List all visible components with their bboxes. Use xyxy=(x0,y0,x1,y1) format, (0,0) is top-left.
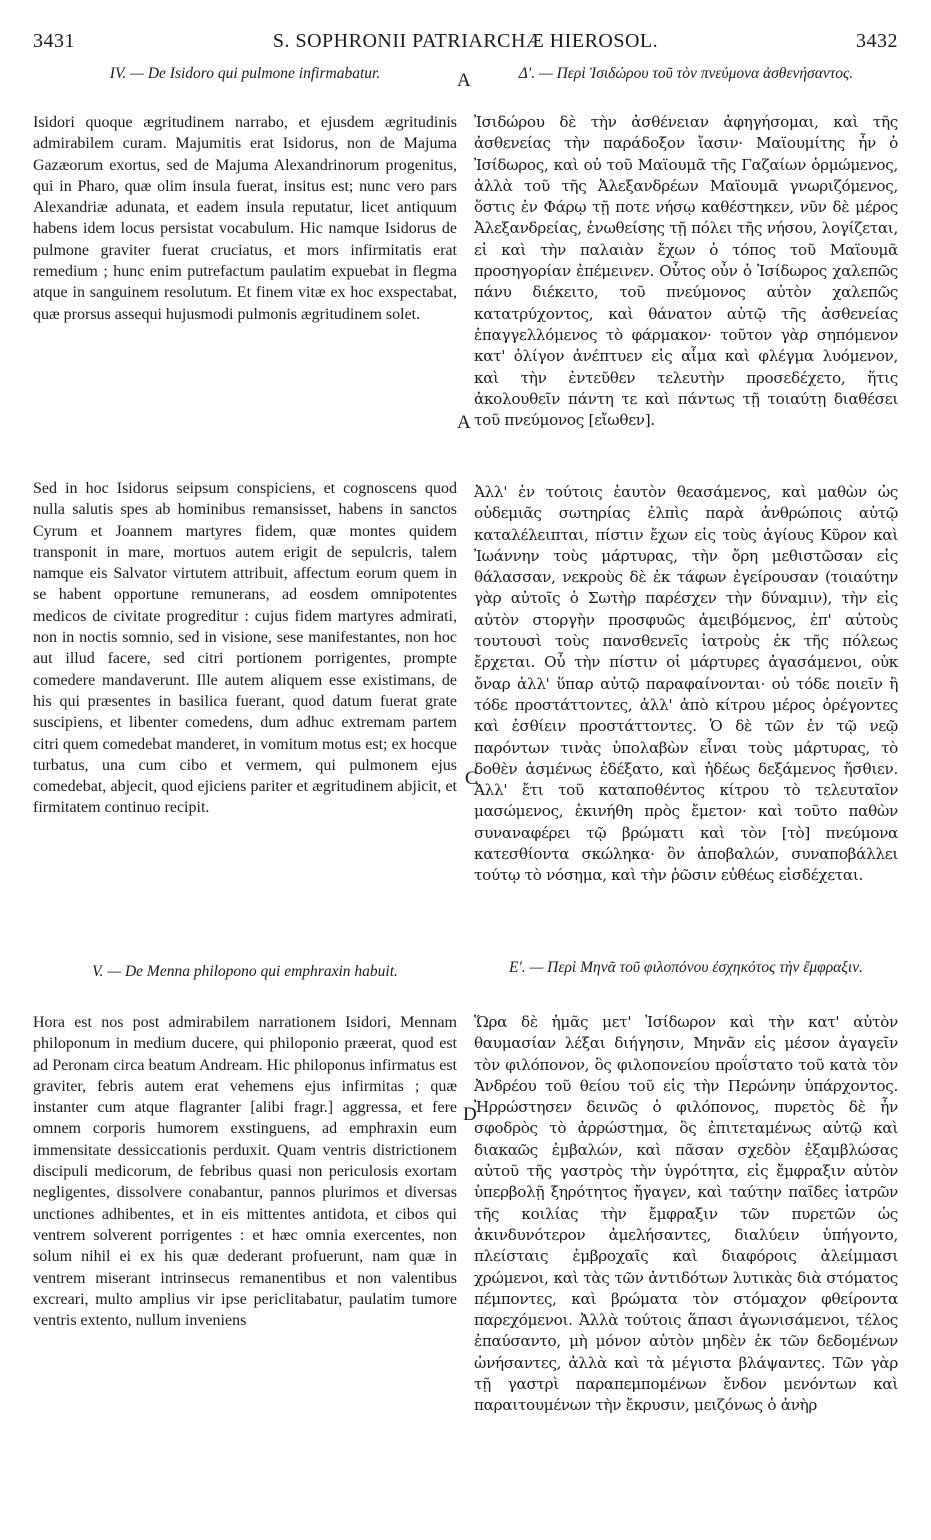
latin-heading-v-block xyxy=(33,962,457,981)
greek-paragraph-iv-2: Ἀλλ' ἐν τούτοις ἑαυτὸν θεασάμενος, καὶ μαθὼν ὡς οὐδεμιᾶς σωτηρίας ἐλπὶς παρὰ ἀνθρώποις αὐτῷ καταλέλειπται, πίστιν ἔχων εἰς τοὺς ἁγίους Κῦρον καὶ Ἰωάννην τοὺς μάρτυρας, τὴν ὄρη μεθιστῶσαν εἰς θάλασσαν, νεκροὺς δὲ ἐκ τάφων ἐγείρουσαν (τοιαύτην γὰρ αὐτοῖς ὁ Σωτὴρ παρέσχεν τὴν δύναμιν), τὴν εἰς αὐτὸν στοργὴν προσφυῶς ἀμειβόμενος, ἐπ' αὐτοὺς τουτουσὶ τοὺς πανσθενεῖς ἰατροὺς ἐκ τῆς πόλεως ἔρχεται. Οὗ τὴν πίστιν οἱ μάρτυρες ἀγασάμενοι, οὐκ ὄναρ ἀλλ' ὕπαρ αὐτῷ παραφαίνονται· οὐ τόδε ποιεῖν ἢ τόδε προστάττοντες, ἀλλ' ἀπὸ κίτρου μέρος ὀρέγοντες καὶ ἐσθίειν προστάττοντες. Ὁ δὲ τῶν ἐν τῷ νεῷ παρόντων τινὰς ὑπολαβὼν εἶναι τοὺς μάρτυρας, τὸ δοθὲν ἀσμένως ἐδέξατο, καὶ ἡδέως δεξάμενος ἤσθιεν. Ἀλλ' ἔτι τοῦ καταποθέντος κίτρου τὸ τελευταῖον μασώμενος, ἐκινήθη πρὸς ἔμετον· καὶ τοῦτο παθὼν συναναφέρει τῷ βρώματι καὶ τὸν [τὸ] πνεύμονα κατεσθίοντα σκώληκα· ὃν ἀποβαλών, συναποβάλλει τούτῳ τὸ νόσημα, καὶ τὴν ῥῶσιν εὐθέως εἰσδέχεται. xyxy=(474,483,898,885)
left-page-number: 3431 xyxy=(33,30,75,52)
greek-heading-iv-block xyxy=(474,64,898,83)
greek-paragraph-v-1: Ὥρα δὲ ἡμᾶς μετ' Ἰσίδωρον καὶ τὴν κατ' αὐτὸν θαυμασίαν λέξαι διήγησιν, Μηνᾶν εἰς μέσον ἀγαγεῖν τὸν φιλόπονον, ὃς φιλοπονείου προΐστατο τοῦ κατὰ τὸν Ἀνδρέου τοῦ θείου τοῦ εἰς τὴν Περώνην ὑπάρχοντος. Ἠρρώστησεν δεινῶς ὁ φιλόπονος, πυρετὸς δὲ ἦν σφοδρὸς τὸ ἀρρώστημα, ὃς ἐπιτεταμένως αὐτῷ καὶ διακαῶς ἐμβαλών, καὶ πᾶσαν σχεδὸν ἐξαμβλώσας αὐτοῦ τῆς γαστρὸς τὴν ὑγρότητα, εἰς ἔμφραξιν αὐτὸν ὑπερβολῇ ξηρότητος ἤγαγεν, καὶ ταύτην παῖδες ἰατρῶν τῆς κοιλίας τὴν ἔμφραξιν τῶν πυρετῶν ὡς ἀκινδυνότερον ἀμελήσαντες, διαλύειν ὑπήγοντο, πλείσταις ἐμβροχαῖς καὶ διαφόροις ἀλείμμασι χρώμενοι, καὶ τὰς τῶν ἀντιδότων λυτικὰς διὰ στόματος πέμποντες, καὶ βρώματα τὸν στόμαχον φθείροντα παρεχόμενοι. Ἀλλὰ τούτοις ἅπασι ἀγωνισάμενοι, τέλος ἐπαύσαντο, μὴ μόνον αὐτὸν μηδὲν ἐκ τῶν δεδομένων ὠνήσαντες, ἀλλὰ καὶ τὰ μέγιστα βλάψαντες. Τῶν γὰρ τῇ γαστρὶ παραπεμπομένων ἔνδον μενόντων καὶ παραιτουμένων τὴν ἔκρυσιν, μειζόνως ὁ ἀνὴρ xyxy=(474,1013,898,1415)
greek-paragraph-block xyxy=(474,112,898,431)
running-head xyxy=(33,30,898,58)
margin-marker-c: C xyxy=(465,768,478,789)
latin-paragraph-iv-1: Isidori quoque ægritudinem narrabo, et ejusdem ægritudinis admirabilem curam. Majumitis erat Isidorus, non de Majuma Gazæorum exortus, sed de Majuma Alexandrinorum progenitus, qui in Pharo, quæ olim insula fuerat, insitus est; nunc vero pars Alexandriæ adunata, et eadem insula reputatur, licet antiquum habens idem locus persistat vocabulum. Hic namque Isidorus de pulmone graviter fuerat cruciatus, et mors infirmitatis erat remedium ; hunc enim putrefactum paulatim expuebat in flegma atque in sanguinem resolutum. Et finem vitæ ex hoc exspectabat, quæ prorsus assequi hujusmodi pulmonis ægritudinem solet. xyxy=(33,114,457,323)
margin-marker-d: D xyxy=(463,1104,477,1125)
greek-paragraph-block xyxy=(474,482,898,887)
margin-marker-a: A xyxy=(457,70,471,91)
latin-paragraph-block xyxy=(33,112,457,325)
running-head-title: S. SOPHRONII PATRIARCHÆ HIEROSOL. xyxy=(272,30,659,52)
latin-heading-iv: IV. — De Isidoro qui pulmone infirmabatur. xyxy=(109,65,381,82)
latin-paragraph-block xyxy=(33,478,457,819)
latin-heading-v: V. — De Menna philopono qui emphraxin habuit. xyxy=(92,963,398,980)
greek-paragraph-iv-1: Ἰσιδώρου δὲ τὴν ἀσθένειαν ἀφηγήσομαι, καὶ τῆς ἀσθενείας τὴν παράδοξον ἴασιν· Μαϊουμίτης ἦν ὁ Ἰσίδωρος, καὶ οὐ τοῦ Μαϊουμᾶ τῆς Γαζαίων ὁρμώμενος, ἀλλὰ τοῦ τῆς Ἀλεξανδρέων Μαϊουμᾶ γνωριζόμενος, ὅστις ἐν Φάρῳ τῇ ποτε νήσῳ καθέστηκεν, νῦν δὲ μέρος Ἀλεξανδρείας, ἑνωθείσης τῇ πόλει τῆς νήσου, λογίζεται, εἰ καὶ τὴν παλαιὰν ἔχων ὁ τόπος τοῦ Μαϊουμᾶ προσηγορίαν ἐπέμεινεν. Οὗτος οὖν ὁ Ἰσίδωρος χαλεπῶς πάνυ διέκειτο, τοῦ πνεύμονος αὐτὸν χαλεπῶς κατατρύχοντος, καὶ θάνατον αὐτῷ τῆς ἀσθενείας ἐπαγγελλόμενος τὸ φάρμακον· τοῦτον γὰρ σηπόμενον κατ' ὀλίγον ἀνέπτυεν εἰς αἷμα καὶ φλέγμα λυόμενον, καὶ τὴν ἐντεῦθεν τελευτὴν προσεδέχετο, ἥτις ἀκολουθεῖν πάντη τε καὶ πάντως τῇ τοιαύτῃ διαθέσει τοῦ πνεύμονος [εἴωθεν]. xyxy=(474,113,898,430)
latin-paragraph-iv-2: Sed in hoc Isidorus seipsum conspiciens, et cognoscens quod nulla salutis spes ab hominibus remansisset, habens in sanctos Cyrum et Joannem martyres fidem, quæ montes quidem transponit in mare, mortuos autem erigit de sepulcris, talem namque eis Salvator virtutem attribuit, affectum eorum quem in se habent opportune remunerans, ad eosdem omnipotentes medicos de civitate progreditur : cujus fidem martyres admirati, non in noctis somnio, sed in visione, sese manifestantes, non hoc aut illud facere, sed citri portionem porrigentes, prompte comedere mandaverunt. Ille autem aliquem esse existimans, de his qui præsentes in basilica fuerant, quod datum fuerat grate suscipiens, et libenter comedens, dum adhuc extremam partem citri quem comedebat manderet, in vomitum motus est; ex hocque turbatus, una cum cibo et vermem, qui pulmonem ejus comedebat, abjecit, quod ejiciens pariter et ægritudinem abjicit, et firmitatem continuo recipit. xyxy=(33,480,457,817)
greek-heading-v: Ε'. — Περὶ Μηνᾶ τοῦ φιλοπόνου ἐσχηκότος τὴν ἔμφραξιν. xyxy=(508,959,863,976)
greek-paragraph-block xyxy=(474,1012,898,1417)
greek-heading-iv: Δ'. — Περὶ Ἰσιδώρου τοῦ τὸν πνεύμονα ἀσθενήσαντος. xyxy=(518,65,854,82)
latin-heading-iv-block xyxy=(33,64,457,83)
latin-paragraph-block xyxy=(33,1012,457,1331)
margin-marker-a: A xyxy=(457,412,471,433)
right-page-number: 3432 xyxy=(856,30,898,52)
greek-heading-v-block xyxy=(474,958,898,977)
latin-paragraph-v-1: Hora est nos post admirabilem narrationem Isidori, Mennam philoponum in medium ducere, qui philoponio præerat, quod est ad Peronam circa beatum Andream. Hic philoponus infirmatus est graviter, febris autem erat vehemens ejus infirmitas ; quæ instanter cum atque flagranter [alibi fragr.] aggressa, et fere omnem corporis humorem exstinguens, ad emphraxin eum immensitate dessiccationis perduxit. Quam ventris districtionem discipuli medicorum, de febribus quasi non periculosis exortam negligentes, dissolvere conabantur, pannos plurimos et diversas unctiones adhibentes, et in eis mittentes antidota, et cibos qui ventrem solverent porrigentes : et hæc omnia exercentes, non solum nihil ei ex his quæ dederant profuerunt, nam quæ in ventrem miserant intrinsecus remanentibus et non valentibus excreari, multo amplius vir ipse periclitabatur, paulatim tumore ventris extento, nullum inveniens xyxy=(33,1014,457,1330)
